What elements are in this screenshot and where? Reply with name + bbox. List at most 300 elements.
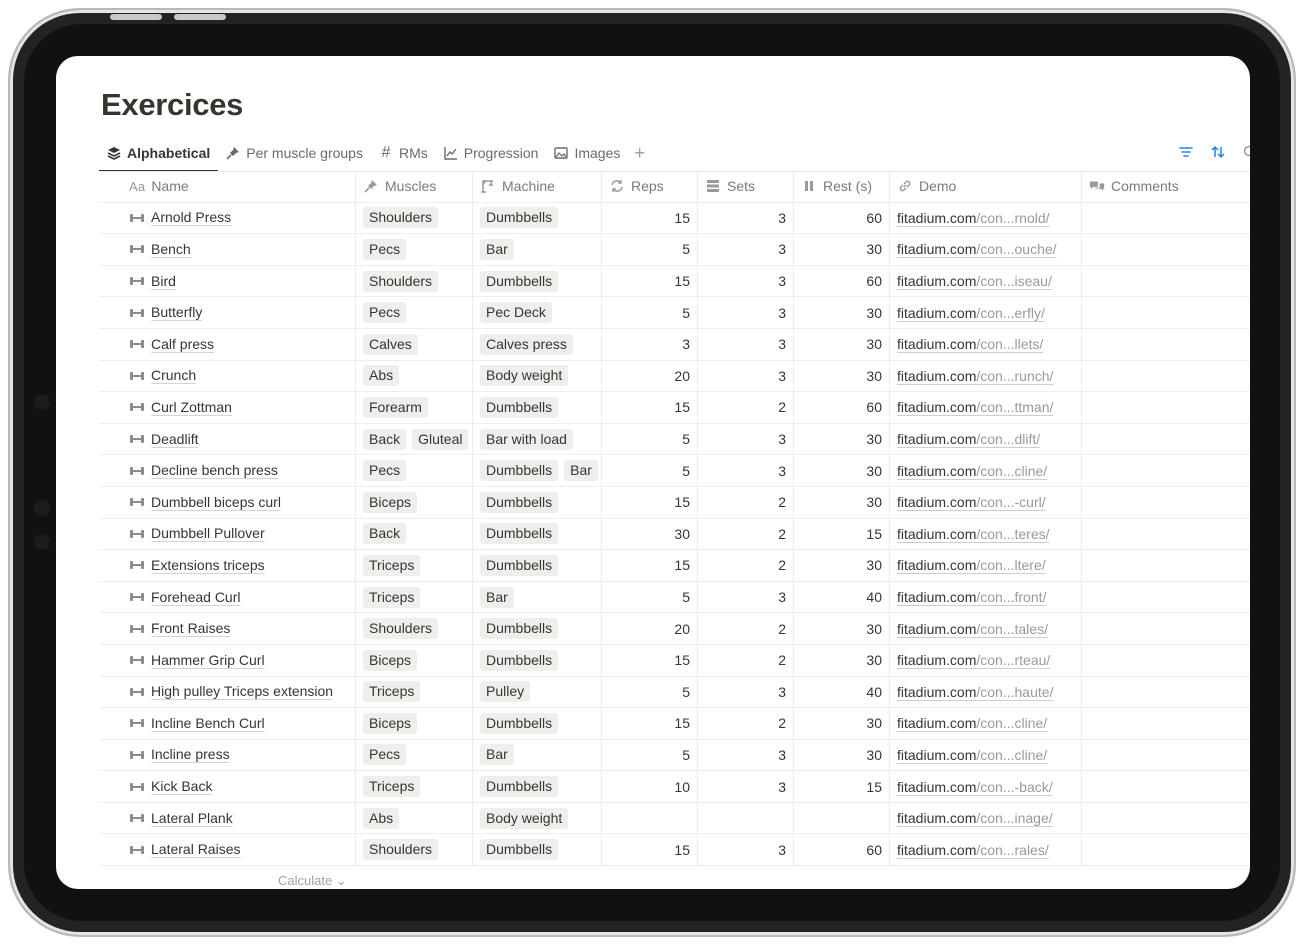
reps-cell[interactable]: [602, 455, 698, 486]
table-row[interactable]: [99, 645, 1250, 677]
exercise-name[interactable]: Front Raises: [151, 620, 231, 637]
sets-cell[interactable]: [698, 519, 794, 550]
exercise-name[interactable]: Calf press: [151, 335, 215, 352]
rest-cell[interactable]: [794, 234, 890, 265]
muscles-cell[interactable]: [356, 234, 473, 265]
name-cell[interactable]: [99, 392, 356, 423]
tab-label: Alphabetical: [127, 145, 211, 161]
tab-alphabetical[interactable]: [99, 138, 218, 168]
comments-cell[interactable]: [1082, 361, 1250, 392]
sets-cell[interactable]: [698, 645, 794, 676]
demo-link[interactable]: [897, 336, 1043, 352]
sets-cell[interactable]: [698, 613, 794, 644]
exercise-name[interactable]: Bench: [151, 240, 191, 257]
sets-cell[interactable]: [698, 677, 794, 708]
table-row[interactable]: [99, 266, 1250, 298]
reps-cell[interactable]: [602, 329, 698, 360]
name-cell[interactable]: [99, 266, 356, 297]
demo-cell[interactable]: [890, 487, 1082, 518]
column-label: Name: [151, 178, 189, 195]
table-row[interactable]: [99, 297, 1250, 329]
rest-cell-value: 30: [866, 241, 882, 258]
machine-cell[interactable]: [473, 645, 602, 676]
rest-cell[interactable]: [794, 392, 890, 423]
reps-cell[interactable]: [602, 677, 698, 708]
demo-link[interactable]: [897, 210, 1050, 226]
sort-icon[interactable]: [1208, 142, 1228, 162]
demo-cell[interactable]: [890, 645, 1082, 676]
name-cell[interactable]: [99, 455, 356, 486]
exercise-name[interactable]: Decline bench press: [151, 462, 278, 479]
reps-cell[interactable]: [602, 487, 698, 518]
exercise-name[interactable]: Dumbbell Pullover: [151, 525, 265, 542]
demo-path: /con...-curl/: [976, 494, 1046, 511]
rest-cell[interactable]: [794, 550, 890, 581]
column-header-comments[interactable]: [1082, 171, 1250, 202]
reps-cell[interactable]: [602, 582, 698, 613]
name-cell[interactable]: [99, 613, 356, 644]
image-icon: [554, 146, 568, 160]
machine-cell[interactable]: [473, 771, 602, 802]
column-header-muscles[interactable]: [356, 171, 473, 202]
sets-cell[interactable]: [698, 203, 794, 234]
reps-cell[interactable]: [602, 834, 698, 865]
rest-cell[interactable]: [794, 424, 890, 455]
column-header-name[interactable]: [99, 171, 356, 202]
reps-cell-value: 3: [682, 336, 690, 353]
sets-cell[interactable]: [698, 708, 794, 739]
table-row[interactable]: [99, 613, 1250, 645]
rest-cell[interactable]: [794, 487, 890, 518]
exercise-name[interactable]: Bird: [151, 272, 176, 289]
muscles-cell[interactable]: [356, 613, 473, 644]
demo-link[interactable]: [897, 368, 1053, 384]
rest-cell-value: 30: [866, 336, 882, 353]
sets-cell-value: 3: [778, 683, 786, 700]
exercise-name[interactable]: Deadlift: [151, 430, 199, 447]
demo-host: fitadium.com: [897, 336, 977, 353]
sets-cell[interactable]: [698, 424, 794, 455]
muscles-cell[interactable]: [356, 297, 473, 328]
rest-cell[interactable]: [794, 677, 890, 708]
reps-cell[interactable]: [602, 708, 698, 739]
muscles-cell[interactable]: [356, 455, 473, 486]
comments-cell[interactable]: [1082, 297, 1250, 328]
demo-link[interactable]: [897, 526, 1050, 542]
rest-cell[interactable]: [794, 834, 890, 865]
exercise-name[interactable]: Curl Zottman: [151, 398, 232, 415]
comments-cell[interactable]: [1082, 645, 1250, 676]
sets-cell[interactable]: [698, 455, 794, 486]
exercises-table: [99, 171, 1250, 866]
dumbbell-icon: [129, 591, 145, 603]
demo-cell[interactable]: [890, 834, 1082, 865]
machine-cell[interactable]: [473, 803, 602, 834]
exercise-name[interactable]: Incline Bench Curl: [151, 714, 265, 731]
muscles-cell[interactable]: [356, 834, 473, 865]
demo-path: /con...-back/: [976, 778, 1053, 795]
table-row[interactable]: [99, 708, 1250, 740]
sets-cell[interactable]: [698, 740, 794, 771]
tab-progression[interactable]: [436, 138, 547, 168]
machine-cell[interactable]: [473, 203, 602, 234]
demo-cell[interactable]: [890, 519, 1082, 550]
rest-cell[interactable]: [794, 740, 890, 771]
name-cell[interactable]: [99, 234, 356, 265]
reps-cell[interactable]: [602, 645, 698, 676]
muscle-tag: Back: [363, 429, 406, 450]
demo-cell[interactable]: [890, 266, 1082, 297]
machine-cell[interactable]: [473, 266, 602, 297]
muscle-tag: Pecs: [363, 239, 406, 260]
muscle-tag: Triceps: [363, 587, 420, 608]
rest-cell[interactable]: [794, 297, 890, 328]
demo-link[interactable]: [897, 621, 1048, 637]
comments-cell[interactable]: [1082, 392, 1250, 423]
demo-cell[interactable]: [890, 392, 1082, 423]
comments-cell[interactable]: [1082, 740, 1250, 771]
rest-cell[interactable]: [794, 645, 890, 676]
name-cell[interactable]: [99, 361, 356, 392]
table-row[interactable]: [99, 803, 1250, 835]
machine-cell[interactable]: [473, 234, 602, 265]
exercise-name[interactable]: Butterfly: [151, 304, 203, 321]
table-row[interactable]: [99, 550, 1250, 582]
demo-cell[interactable]: [890, 203, 1082, 234]
machine-cell[interactable]: [473, 613, 602, 644]
demo-path: /con...erfly/: [976, 304, 1045, 321]
muscles-cell[interactable]: [356, 677, 473, 708]
muscles-cell[interactable]: [356, 645, 473, 676]
muscle-tag: Triceps: [363, 776, 420, 797]
reps-cell[interactable]: [602, 392, 698, 423]
reps-cell[interactable]: [602, 613, 698, 644]
reps-cell-value: 15: [674, 652, 690, 669]
comments-cell[interactable]: [1082, 771, 1250, 802]
demo-host: fitadium.com: [897, 652, 977, 669]
column-header-machine[interactable]: [473, 171, 602, 202]
column-header-sets[interactable]: [698, 171, 794, 202]
exercise-name[interactable]: Hammer Grip Curl: [151, 651, 265, 668]
comments-cell[interactable]: [1082, 803, 1250, 834]
machine-cell[interactable]: [473, 582, 602, 613]
reps-cell[interactable]: [602, 234, 698, 265]
name-cell[interactable]: [99, 329, 356, 360]
muscle-tag: Shoulders: [363, 207, 438, 228]
table-row[interactable]: [99, 740, 1250, 772]
muscles-cell[interactable]: [356, 582, 473, 613]
demo-link[interactable]: [897, 842, 1049, 858]
machine-cell[interactable]: [473, 519, 602, 550]
sets-cell[interactable]: [698, 771, 794, 802]
muscles-cell[interactable]: [356, 803, 473, 834]
comments-cell[interactable]: [1082, 234, 1250, 265]
machine-tag: Dumbbells: [480, 397, 558, 418]
comments-cell[interactable]: [1082, 550, 1250, 581]
demo-host: fitadium.com: [897, 589, 977, 606]
demo-host: fitadium.com: [897, 683, 977, 700]
reps-cell[interactable]: [602, 266, 698, 297]
demo-cell[interactable]: [890, 613, 1082, 644]
demo-cell[interactable]: [890, 455, 1082, 486]
sets-cell[interactable]: [698, 297, 794, 328]
sets-cell[interactable]: [698, 803, 794, 834]
reps-cell-value: 15: [674, 273, 690, 290]
demo-link[interactable]: [897, 747, 1047, 763]
machine-cell[interactable]: [473, 740, 602, 771]
name-cell[interactable]: [99, 645, 356, 676]
rest-cell[interactable]: [794, 455, 890, 486]
rest-cell[interactable]: [794, 613, 890, 644]
comments-cell[interactable]: [1082, 708, 1250, 739]
machine-cell[interactable]: [473, 550, 602, 581]
rest-cell[interactable]: [794, 203, 890, 234]
comments-cell[interactable]: [1082, 329, 1250, 360]
demo-link[interactable]: [897, 589, 1046, 605]
comments-cell[interactable]: [1082, 487, 1250, 518]
demo-host: fitadium.com: [897, 620, 977, 637]
comments-cell[interactable]: [1082, 424, 1250, 455]
name-cell[interactable]: [99, 677, 356, 708]
name-cell[interactable]: [99, 424, 356, 455]
muscles-cell[interactable]: [356, 203, 473, 234]
exercise-name[interactable]: Extensions triceps: [151, 556, 265, 573]
exercise-name[interactable]: Arnold Press: [151, 209, 232, 226]
hash-icon: #: [381, 144, 391, 161]
demo-link[interactable]: [897, 684, 1053, 700]
exercise-name[interactable]: Lateral Raises: [151, 841, 241, 858]
reps-cell[interactable]: [602, 203, 698, 234]
calculate-button[interactable]: [278, 873, 347, 889]
rest-cell[interactable]: [794, 519, 890, 550]
sets-cell[interactable]: [698, 361, 794, 392]
name-cell[interactable]: [99, 550, 356, 581]
demo-link[interactable]: [897, 557, 1046, 573]
sets-cell-value: 3: [778, 778, 786, 795]
sets-cell[interactable]: [698, 582, 794, 613]
muscles-cell[interactable]: [356, 361, 473, 392]
demo-link[interactable]: [897, 810, 1053, 826]
demo-cell[interactable]: [890, 550, 1082, 581]
machine-tag: Bar with load: [480, 429, 573, 450]
machine-cell[interactable]: [473, 834, 602, 865]
comments-cell[interactable]: [1082, 677, 1250, 708]
chart-line-icon: [444, 146, 458, 160]
demo-link[interactable]: [897, 399, 1053, 415]
add-view-button[interactable]: +: [634, 142, 645, 163]
exercise-name[interactable]: Incline press: [151, 746, 230, 763]
demo-link[interactable]: [897, 494, 1046, 510]
demo-cell[interactable]: [890, 329, 1082, 360]
demo-link[interactable]: [897, 431, 1040, 447]
table-row[interactable]: [99, 361, 1250, 393]
demo-host: fitadium.com: [897, 841, 977, 858]
demo-cell[interactable]: [890, 677, 1082, 708]
name-cell[interactable]: [99, 203, 356, 234]
sets-cell[interactable]: [698, 392, 794, 423]
table-row[interactable]: [99, 582, 1250, 614]
machine-cell[interactable]: [473, 487, 602, 518]
table-row[interactable]: [99, 519, 1250, 551]
sets-cell-value: 3: [778, 209, 786, 226]
demo-cell[interactable]: [890, 582, 1082, 613]
demo-link[interactable]: [897, 273, 1052, 289]
demo-cell[interactable]: [890, 708, 1082, 739]
exercise-name[interactable]: Kick Back: [151, 778, 213, 795]
demo-link[interactable]: [897, 305, 1045, 321]
exercise-name[interactable]: Dumbbell biceps curl: [151, 493, 281, 510]
exercise-name[interactable]: Forehead Curl: [151, 588, 241, 605]
sets-cell-value: 3: [778, 273, 786, 290]
name-cell[interactable]: [99, 582, 356, 613]
sets-cell[interactable]: [698, 329, 794, 360]
comments-cell[interactable]: [1082, 455, 1250, 486]
muscles-cell[interactable]: [356, 392, 473, 423]
muscle-tag: Pecs: [363, 302, 406, 323]
column-header-reps[interactable]: [602, 171, 698, 202]
demo-host: fitadium.com: [897, 778, 977, 795]
table-row[interactable]: [99, 424, 1250, 456]
tab-rms[interactable]: [371, 138, 436, 168]
machine-cell[interactable]: [473, 297, 602, 328]
muscles-cell[interactable]: [356, 550, 473, 581]
sets-cell[interactable]: [698, 234, 794, 265]
demo-link[interactable]: [897, 715, 1047, 731]
machine-cell[interactable]: [473, 677, 602, 708]
muscles-cell[interactable]: [356, 708, 473, 739]
demo-link[interactable]: [897, 463, 1047, 479]
machine-cell[interactable]: [473, 361, 602, 392]
name-cell[interactable]: [99, 297, 356, 328]
machine-cell[interactable]: [473, 392, 602, 423]
rest-cell[interactable]: [794, 771, 890, 802]
muscles-cell[interactable]: [356, 740, 473, 771]
reps-cell-value: 5: [682, 431, 690, 448]
muscles-cell[interactable]: [356, 424, 473, 455]
table-row[interactable]: [99, 203, 1250, 235]
reps-cell-value: 5: [682, 241, 690, 258]
table-row[interactable]: [99, 677, 1250, 709]
machine-cell[interactable]: [473, 708, 602, 739]
sets-cell-value: 3: [778, 462, 786, 479]
tab-images[interactable]: [546, 138, 628, 168]
machine-tag: Body weight: [480, 808, 568, 829]
table-row[interactable]: [99, 392, 1250, 424]
name-cell[interactable]: [99, 740, 356, 771]
machine-cell[interactable]: [473, 329, 602, 360]
view-tabs: [99, 138, 651, 168]
table-row[interactable]: [99, 771, 1250, 803]
comments-cell[interactable]: [1082, 613, 1250, 644]
name-cell[interactable]: [99, 487, 356, 518]
muscles-cell[interactable]: [356, 487, 473, 518]
tab-per-muscle-groups[interactable]: [218, 138, 371, 168]
muscles-cell[interactable]: [356, 329, 473, 360]
name-cell[interactable]: [99, 834, 356, 865]
muscle-tag: Abs: [363, 808, 399, 829]
text-type-icon: Aa: [129, 178, 146, 194]
machine-cell[interactable]: [473, 455, 602, 486]
demo-host: fitadium.com: [897, 209, 977, 226]
demo-cell[interactable]: [890, 361, 1082, 392]
exercise-name[interactable]: Crunch: [151, 367, 197, 384]
reps-cell[interactable]: [602, 424, 698, 455]
search-icon[interactable]: [1240, 142, 1250, 162]
table-row[interactable]: [99, 455, 1250, 487]
demo-cell[interactable]: [890, 771, 1082, 802]
rest-cell[interactable]: [794, 266, 890, 297]
exercise-name[interactable]: Lateral Plank: [151, 809, 233, 826]
sets-cell[interactable]: [698, 834, 794, 865]
reps-cell[interactable]: [602, 771, 698, 802]
sets-cell[interactable]: [698, 266, 794, 297]
rest-cell[interactable]: [794, 329, 890, 360]
rest-cell[interactable]: [794, 361, 890, 392]
name-cell[interactable]: [99, 519, 356, 550]
reps-cell[interactable]: [602, 740, 698, 771]
machine-tag: Pec Deck: [480, 302, 552, 323]
table-row[interactable]: [99, 487, 1250, 519]
sensor-dot: [34, 534, 50, 550]
name-cell[interactable]: [99, 708, 356, 739]
column-header-demo[interactable]: [890, 171, 1082, 202]
pin-icon: [363, 178, 379, 194]
demo-cell[interactable]: [890, 740, 1082, 771]
column-label: Machine: [502, 178, 555, 195]
muscles-cell[interactable]: [356, 771, 473, 802]
demo-host: fitadium.com: [897, 810, 977, 827]
reps-cell[interactable]: [602, 803, 698, 834]
name-cell[interactable]: [99, 771, 356, 802]
demo-cell[interactable]: [890, 803, 1082, 834]
demo-cell[interactable]: [890, 297, 1082, 328]
table-row[interactable]: [99, 329, 1250, 361]
exercise-name[interactable]: High pulley Triceps extension: [151, 683, 334, 700]
demo-link[interactable]: [897, 241, 1057, 257]
demo-link[interactable]: [897, 652, 1050, 668]
reps-cell[interactable]: [602, 519, 698, 550]
comments-cell[interactable]: [1082, 834, 1250, 865]
machine-tag: Dumbbells: [480, 618, 558, 639]
table-row[interactable]: [99, 234, 1250, 266]
machine-tag: Body weight: [480, 365, 568, 386]
column-header-rest[interactable]: [794, 171, 890, 202]
reps-cell[interactable]: [602, 361, 698, 392]
comments-cell[interactable]: [1082, 519, 1250, 550]
machine-tag: Dumbbells: [480, 555, 558, 576]
rest-cell[interactable]: [794, 582, 890, 613]
sets-cell[interactable]: [698, 550, 794, 581]
reps-cell[interactable]: [602, 297, 698, 328]
pin-icon: [226, 146, 240, 160]
demo-link[interactable]: [897, 779, 1053, 795]
table-row[interactable]: [99, 834, 1250, 866]
muscles-cell[interactable]: [356, 266, 473, 297]
comments-cell[interactable]: [1082, 582, 1250, 613]
comments-cell[interactable]: [1082, 203, 1250, 234]
rest-cell[interactable]: [794, 708, 890, 739]
name-cell[interactable]: [99, 803, 356, 834]
filter-icon[interactable]: [1176, 142, 1196, 162]
rest-cell[interactable]: [794, 803, 890, 834]
comments-cell[interactable]: [1082, 266, 1250, 297]
demo-cell[interactable]: [890, 234, 1082, 265]
demo-cell[interactable]: [890, 424, 1082, 455]
sets-cell[interactable]: [698, 487, 794, 518]
machine-cell[interactable]: [473, 424, 602, 455]
reps-cell[interactable]: [602, 550, 698, 581]
muscles-cell[interactable]: [356, 519, 473, 550]
